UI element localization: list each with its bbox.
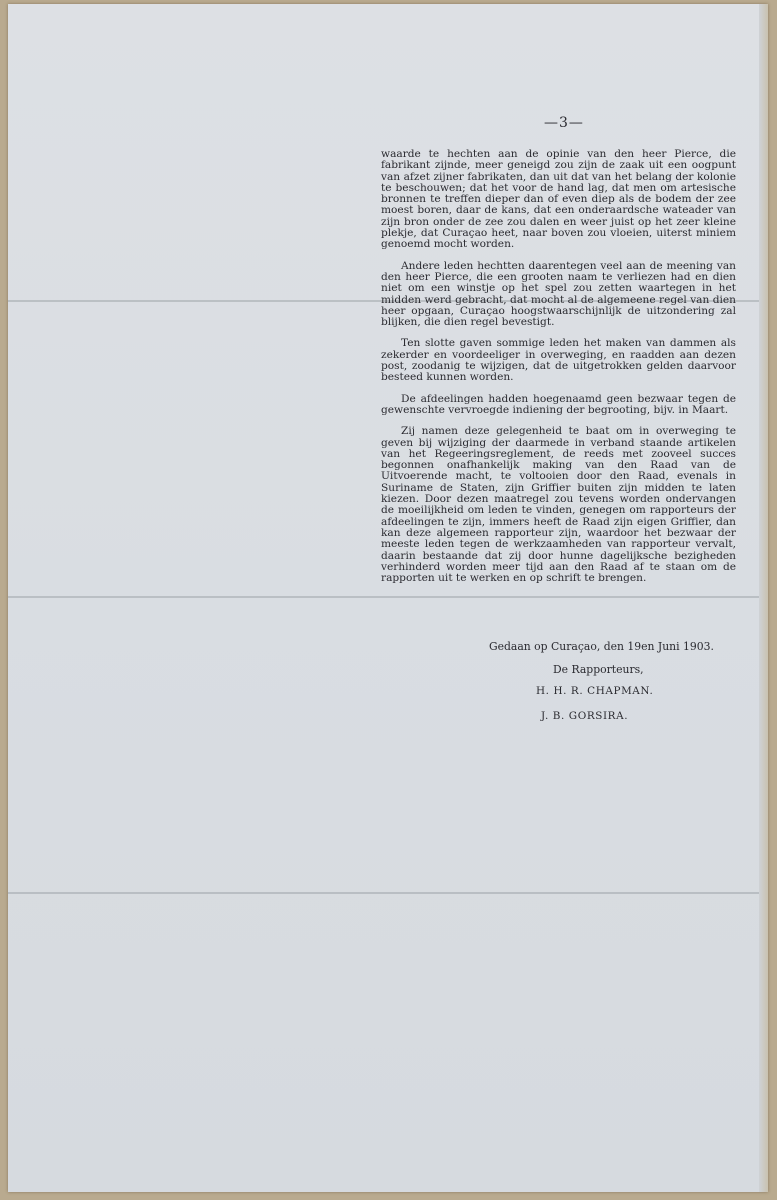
- text-column: [381, 149, 736, 594]
- signatory-name-gorsira: J. B. GORSIRA.: [541, 710, 629, 722]
- signatory-name-chapman: H. H. R. CHAPMAN.: [536, 685, 654, 697]
- paragraph-5: Zij namen deze gelegenheid te baat om in overweging te geven bij wijziging der daarmede in verband staande artikelen van het Regeeringsreglement, de reeds met zooveel succes begonnen onafhankelijk making van den Raad van de Uitvoerende macht, te voltooien door den Raad, evenals in Suriname de Staten, zijn Griffier buiten zijn midden te laten kiezen. Door dezen maatregel zou tevens worden ondervangen de moeilijkheid om leden te vinden, genegen om rapporteurs der afdeelingen te zijn, immers heeft de Raad zijn eigen Griffier, dan kan deze algemeen rapporteur zijn, waardoor het bezwaar der meeste leden tegen de werkzaamheden van rapporteur vervalt, daarin bestaande dat zij door hunne dagelijksche bezigheden verhinderd worden meer tijd aan den Raad af te staan om de rapporten uit te werken en op schrift te brengen.: [381, 425, 736, 585]
- rapporteurs-label: De Rapporteurs,: [553, 663, 644, 676]
- paper-fold-line: [8, 892, 768, 894]
- page-edge: [759, 4, 768, 1192]
- paragraph-1: waarde te hechten aan de opinie van den heer Pierce, die fabrikant zijnde, meer geneigd zou zijn de zaak uit een oogpunt van afzet zijner fabrikaten, dan uit dat van het belang der kolonie te beschouwen; dat het voor de hand lag, dat men om artesische bronnen te treffen dieper dan of even diep als de bodem der zee moest boren, daar de kans, dat een onderaardsche wateader van zijn bron onder de zee zou dalen en weer juist op het zeer kleine plekje, dat Curaçao heet, naar boven zou vloeien, uiterst miniem genoemd mocht worden.: [381, 148, 736, 251]
- paragraph-4: De afdeelingen hadden hoegenaamd geen bezwaar tegen de gewenschte vervroegde indiening der begrooting, bijv. in Maart.: [381, 392, 736, 416]
- paragraph-3: Ten slotte gaven sommige leden het maken van dammen als zekerder en voordeeliger in overweging, en raadden aan dezen post, zoodanig te wijzigen, dat de uitgetrokken gelden daarvoor besteed kunnen worden.: [381, 337, 736, 384]
- paragraph-2: Andere leden hechtten daarentegen veel aan de meening van den heer Pierce, die een grooten naam te verliezen had en dien niet om een winstje op het spel zou zetten waartegen in het midden werd gebracht, dat mocht al de algemeene regel van dien heer opgaan, Curaçao hoogstwaarschijnlijk de uitzondering zal blijken, die dien regel bevestigt.: [381, 259, 736, 329]
- date-line: Gedaan op Curaçao, den 19en Juni 1903.: [489, 640, 714, 653]
- paper-fold-line: [8, 596, 768, 598]
- page-number: —3—: [544, 115, 584, 131]
